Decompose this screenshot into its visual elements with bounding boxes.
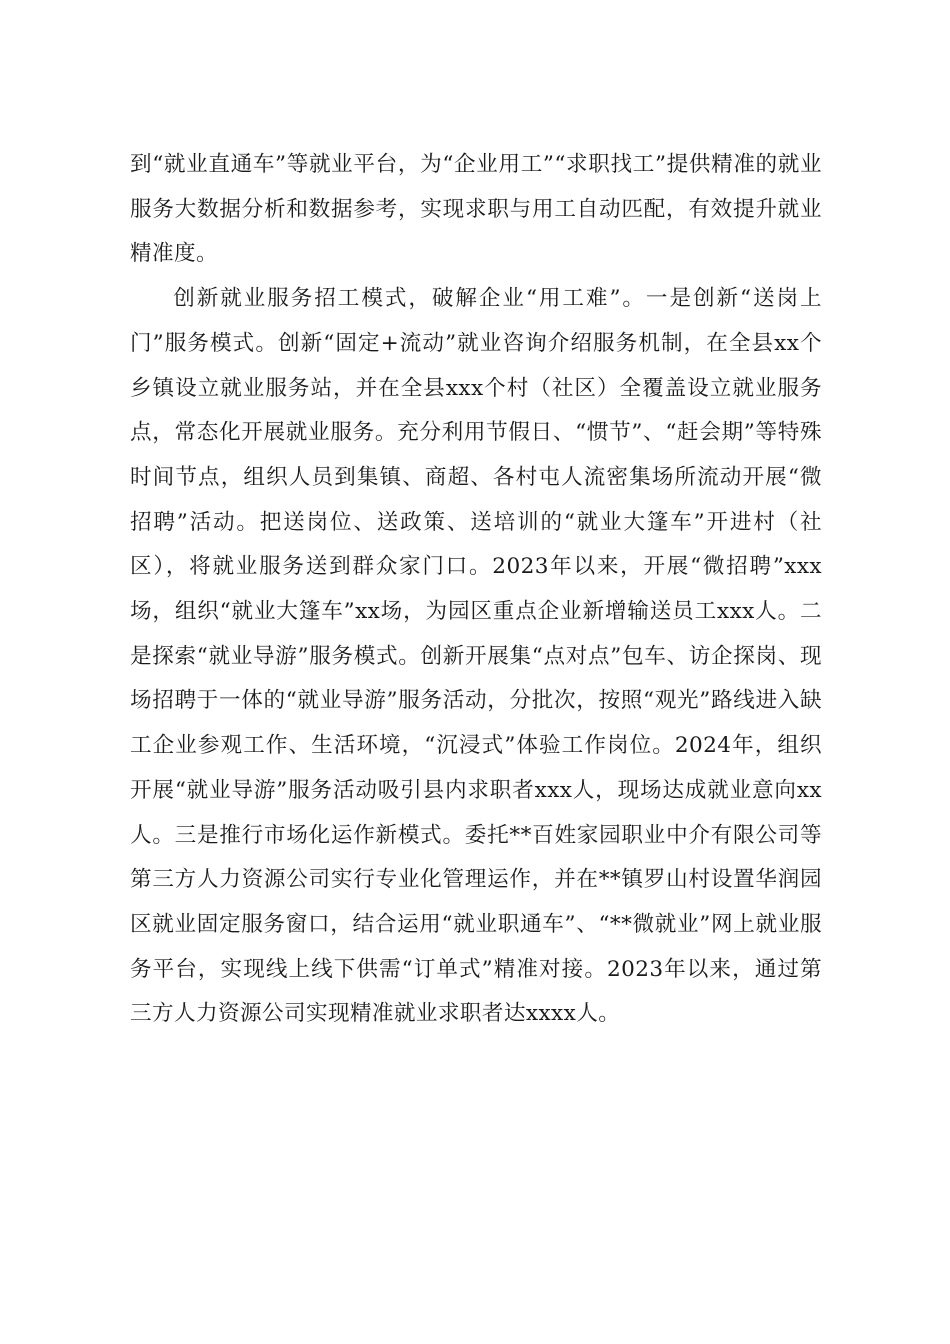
- paragraph-recruitment-model: 创新就业服务招工模式，破解企业“用工难”。一是创新“送岗上门”服务模式。创新“固定+流动”就业咨询介绍服务机制，在全县xx个乡镇设立就业服务站，并在全县xxx个村（社区）全覆盖设立就业服务点，常态化开展就业服务。充分利用节假日、“惯节”、“赶会期”等特殊时间节点，组织人员到集镇、商超、各村屯人流密集场所流动开展“微招聘”活动。把送岗位、送政策、送培训的“就业大篷车”开进村（社区），将就业服务送到群众家门口。2023年以来，开展“微招聘”xxx场，组织“就业大篷车”xx场，为园区重点企业新增输送员工xxx人。二是探索“就业导游”服务模式。创新开展集“点对点”包车、访企探岗、现场招聘于一体的“就业导游”服务活动，分批次，按照“观光”路线进入缺工企业参观工作、生活环境，“沉浸式”体验工作岗位。2024年，组织开展“就业导游”服务活动吸引县内求职者xxx人，现场达成就业意向xx人。三是推行市场化运作新模式。委托**百姓家园职业中介有限公司等第三方人力资源公司实行专业化管理运作，并在**镇罗山村设置华润园区就业固定服务窗口，结合运用“就业职通车”、“**微就业”网上就业服务平台，实现线上线下供需“订单式”精准对接。2023年以来，通过第三方人力资源公司实现精准就业求职者达xxxx人。: [130, 286, 822, 1027]
- paragraph-continuation: 到“就业直通车”等就业平台，为“企业用工”“求职找工”提供精准的就业服务大数据分析和数据参考，实现求职与用工自动匹配，有效提升就业精准度。: [130, 152, 822, 267]
- document-page: [130, 143, 822, 1037]
